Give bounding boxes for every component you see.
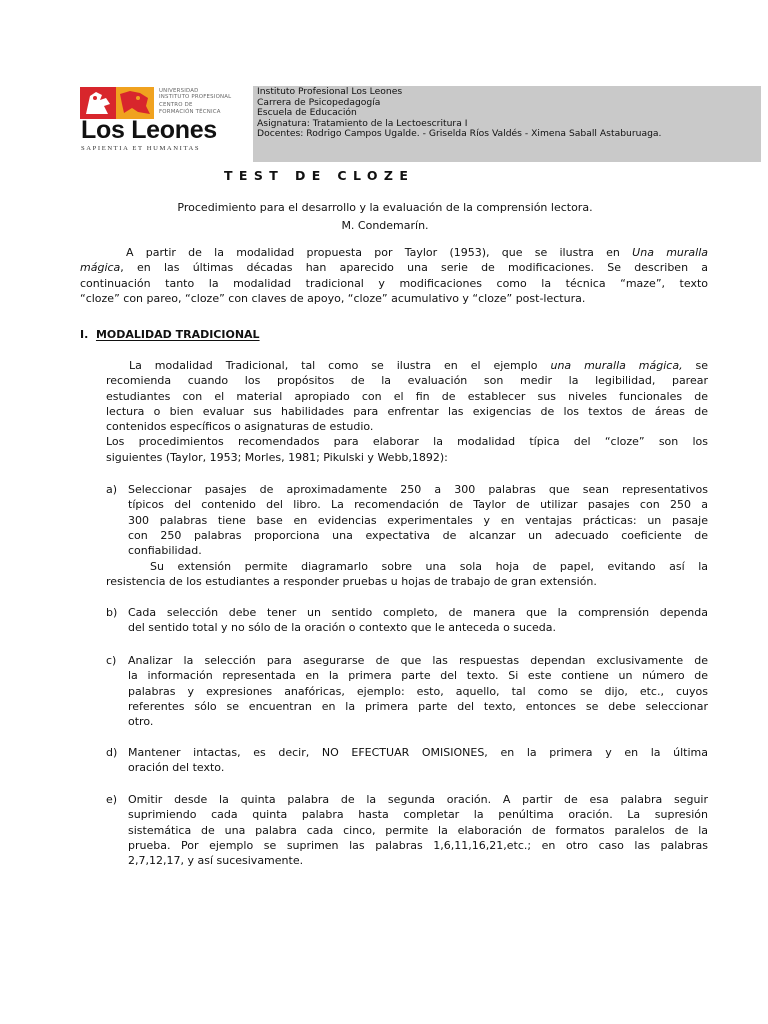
book-title-italic: mágica xyxy=(80,261,121,275)
text-line: típicos del contenido del libro. La recomendación de Taylor de utilizar pasajes con 250 a xyxy=(128,498,708,512)
text-line: continuación tanto la modalidad tradicional y modificaciones como la técnica “maze”, texto xyxy=(80,276,708,290)
text-line: lectura o bien evaluar sus habilidades para enfrentar las exigencias de los textos de áreas de xyxy=(106,404,708,418)
list-marker: c) xyxy=(106,654,117,667)
institute-line: Instituto Profesional Los Leones xyxy=(257,86,403,97)
logo-line: CENTRO DE xyxy=(159,102,193,109)
text-line: Los procedimientos recomendados para elaborar la modalidad típica del “cloze” son los xyxy=(106,435,708,449)
text-line: la información representada en la primera parte del texto. Si este contiene un número de xyxy=(128,669,708,683)
list-item-d xyxy=(106,745,708,776)
text-line: resistencia de los estudiantes a responder pruebas u hojas de trabajo de gran extensión. xyxy=(106,575,597,589)
list-item-text xyxy=(128,482,708,558)
section-title: MODALIDAD TRADICIONAL xyxy=(95,328,260,341)
text-line: 2,7,12,17, y así sucesivamente. xyxy=(128,854,304,868)
example-title-italic: una muralla mágica, xyxy=(550,359,683,372)
text-line: confiabilidad. xyxy=(128,544,202,558)
text-line: contenidos específicos o asignaturas de estudio. xyxy=(106,420,374,434)
lions-emblem-icon xyxy=(80,86,154,120)
text-line: sistemática de una palabra cada cinco, permite la elaboración de formatos paralelos de la xyxy=(128,823,708,837)
text-line: Seleccionar pasajes de aproximadamente 250 a 300 palabras que sean representativos xyxy=(128,483,708,496)
logo-line: UNIVERSIDAD xyxy=(159,88,199,94)
text-line: Cada selección debe tener un sentido completo, de manera que la comprensión dependa xyxy=(128,606,708,619)
text-line: prueba. Por ejemplo se suprimen las palabras 1,6,11,16,21,etc.; en otro caso las palabras xyxy=(128,838,708,852)
text-line: , en las últimas décadas han aparecido una serie de modificaciones. Se describen a xyxy=(120,261,708,275)
traditional-paragraph xyxy=(106,358,708,465)
text-line: recomienda cuando los propósitos de la evaluación son medir la legibilidad, parear xyxy=(106,374,708,388)
list-marker: b) xyxy=(106,606,118,619)
list-item-text xyxy=(128,653,708,729)
list-item-text xyxy=(128,745,708,776)
list-item-b xyxy=(106,605,708,636)
text-line: del sentido total y no sólo de la oración o contexto que le anteceda o suceda. xyxy=(128,621,557,635)
text-line: Analizar la selección para asegurarse de que las respuestas dependan exclusivamente de xyxy=(128,654,708,667)
list-item-e xyxy=(106,792,708,868)
teachers-line: Docentes: Rodrigo Campos Ugalde. - Griselda Ríos Valdés - Ximena Saball Astaburuaga. xyxy=(257,128,662,140)
item-a-continuation xyxy=(106,559,708,590)
document-title: TEST DE CLOZE xyxy=(224,168,415,183)
book-title-italic: Una muralla xyxy=(632,246,708,259)
intro-paragraph xyxy=(80,245,708,306)
text-line: “cloze” con pareo, “cloze” con claves de apoyo, “cloze” acumulativo y “cloze” post-lectura. xyxy=(80,291,586,305)
document-subtitle: Procedimiento para el desarrollo y la evaluación de la comprensión lectora. xyxy=(177,201,593,214)
list-marker: d) xyxy=(106,746,118,759)
list-item-c xyxy=(106,653,708,729)
institution-logo xyxy=(80,86,250,156)
text-line: suprimiendo cada quinta palabra hasta completar la penúltima oración. La supresión xyxy=(128,808,708,822)
text-line: Omitir desde la quinta palabra de la segunda oración. A partir de esa palabra seguir xyxy=(128,793,708,806)
career-line: Carrera de Psicopedagogía xyxy=(257,96,381,108)
text-line: Su extensión permite diagramarlo sobre una sola hoja de papel, evitando así la xyxy=(150,560,708,573)
text-line: siguientes (Taylor, 1953; Morles, 1981; Pikulski y Webb,1892): xyxy=(106,450,448,464)
school-line: Escuela de Educación xyxy=(257,107,357,119)
text-line: oración del texto. xyxy=(128,761,225,775)
list-item-text xyxy=(128,605,708,636)
text-line: se xyxy=(695,359,709,372)
logo-motto: SAPIENTIA ET HUMANITAS xyxy=(81,145,201,152)
logo-institution-types xyxy=(159,88,231,115)
text-line: otro. xyxy=(128,715,154,729)
text-line: con 250 palabras proporciona una expectativa de alcanzar un adecuado coeficiente de xyxy=(128,528,708,542)
section-heading xyxy=(80,328,260,341)
text-line: Mantener intactas, es decir, NO EFECTUAR OMISIONES, en la primera y en la última xyxy=(128,746,708,759)
subject-line: Asignatura: Tratamiento de la Lectoescritura I xyxy=(257,117,468,129)
list-marker: a) xyxy=(106,483,118,496)
text-line: La modalidad Tradicional, tal como se ilustra en el ejemplo xyxy=(129,359,538,372)
logo-line: INSTITUTO PROFESIONAL xyxy=(159,94,232,101)
document-author: M. Condemarín. xyxy=(341,219,429,232)
list-item-text xyxy=(128,792,708,868)
course-info-box xyxy=(253,86,761,162)
logo-line: FORMACIÓN TÉCNICA xyxy=(159,108,221,115)
text-line: 300 palabras tiene base en evidencias experimentales y en ventajas prácticas: un pasaje xyxy=(128,513,708,527)
text-line: referentes sólo se encuentran en la primera parte del texto, entonces se debe seleccionar xyxy=(128,699,708,713)
list-marker: e) xyxy=(106,793,118,806)
section-number: I. xyxy=(80,328,89,341)
list-item-a xyxy=(106,482,708,558)
logo-name: Los Leones xyxy=(81,116,217,144)
text-line: A partir de la modalidad propuesta por Taylor (1953), que se ilustra en xyxy=(126,246,620,259)
text-line: estudiantes con el material apropiado con el fin de establecer sus niveles funcionales de xyxy=(106,389,708,403)
text-line: palabras y expresiones anafóricas, ejemplo: esto, aquello, tal como se dijo, etc., cuyos xyxy=(128,684,708,698)
